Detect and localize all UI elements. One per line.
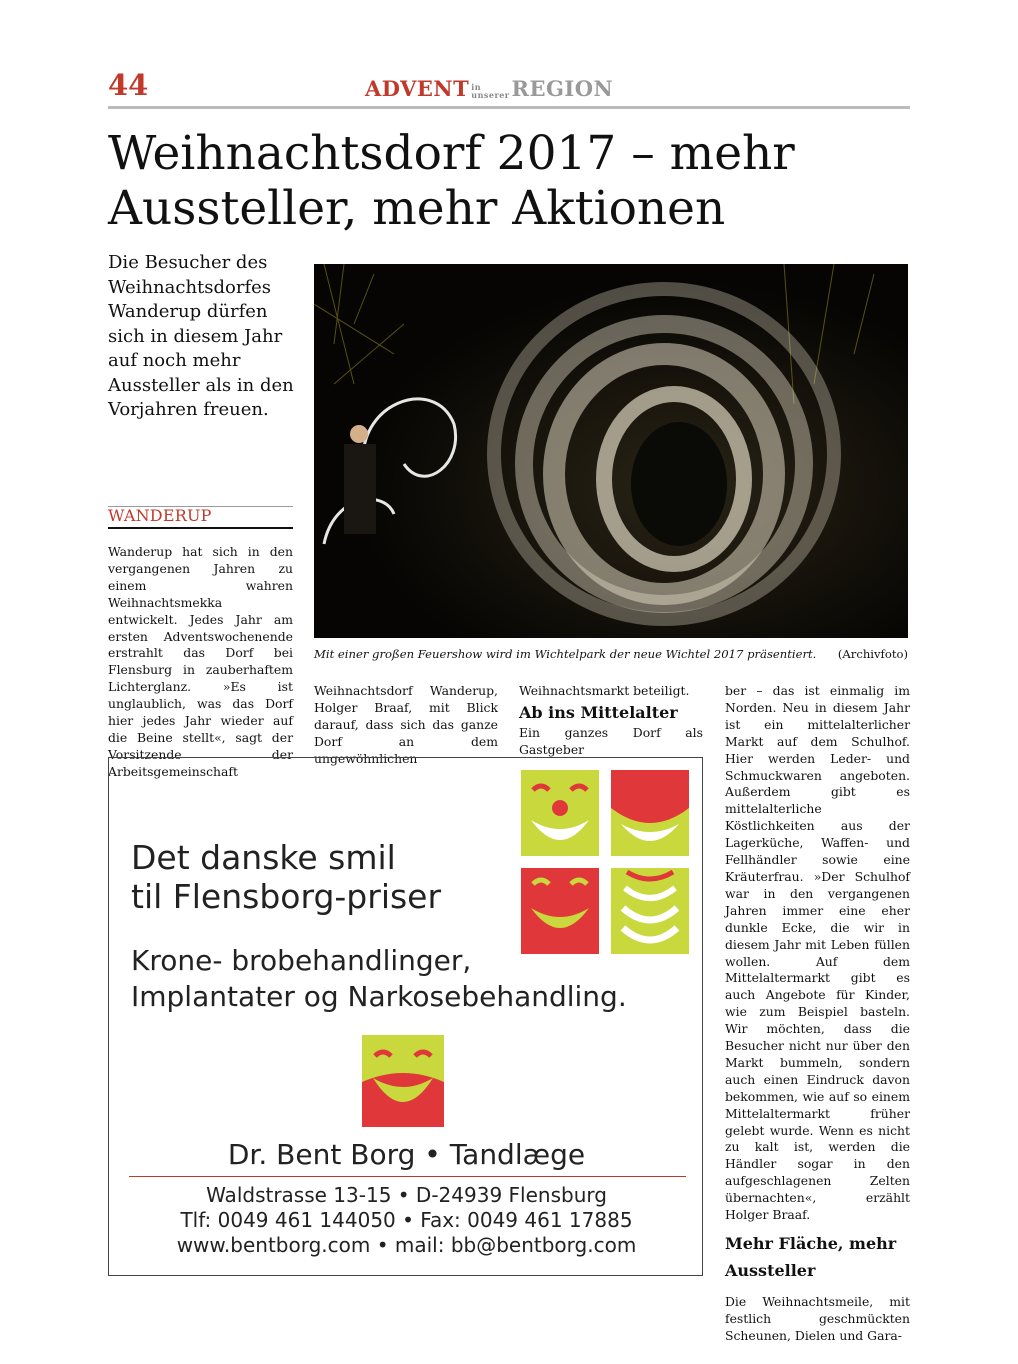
- smile-logo-grid: [519, 768, 691, 958]
- article-column-3: [519, 683, 703, 759]
- dentist-advertisement: [108, 757, 703, 1276]
- ad-services-line-1: Krone- brobehandlinger,: [131, 944, 472, 977]
- article-column-1: Wanderup hat sich in den vergangenen Jahren zu einem wahren Weihnachtsmekka entwickelt. Jedes Jahr am ersten Adventswochenende erstrahlt das Dorf bei Flensburg in zauberhaftem Lichterglanz. »Es ist unglaublich, was das Dorf hier jedes Jahr wieder auf die Beine stellt«, sagt der Vorsitzende der Arbeitsgemeinschaft: [108, 544, 293, 779]
- running-head-small-2: unserer: [471, 89, 510, 100]
- section-rule-bottom: [108, 527, 293, 529]
- page-number: 44: [108, 68, 149, 102]
- photo-credit: (Archivfoto): [837, 647, 908, 661]
- running-head-small: [471, 83, 509, 99]
- ad-headline-line-2: til Flensborg-priser: [131, 877, 442, 916]
- subhead-mehr-flaeche: Mehr Fläche, mehr Aussteller: [725, 1234, 897, 1280]
- running-head-region: REGION: [511, 76, 614, 101]
- ad-divider: [129, 1176, 686, 1177]
- ad-headline-line-1: Det danske smil: [131, 838, 396, 877]
- column-3-text-a: Weihnachtsmarkt beteiligt.: [519, 683, 690, 698]
- smile-logo: [361, 1034, 445, 1128]
- article-column-2: Weihnachtsdorf Wanderup, Holger Braaf, mit Blick darauf, dass sich das ganze Dorf an dem ungewöhnlichen: [314, 683, 498, 766]
- fire-show-illustration: [314, 264, 908, 638]
- ad-dentist-name: Dr. Bent Borg • Tandlæge: [227, 1138, 586, 1171]
- ad-services-line-2: Implantater og Narkosebehandling.: [131, 980, 627, 1013]
- ad-contact-info: [109, 1183, 704, 1258]
- section-label: WANDERUP: [108, 506, 212, 525]
- lead-paragraph: Die Besucher des Weihnachtsdorfes Wanderup dürfen sich in diesem Jahr auf noch mehr Aussteller als in den Vorjahren freuen.: [108, 252, 294, 420]
- subhead-mittelalter: Ab ins Mittelalter: [519, 702, 678, 722]
- column-4-text-b: Die Weihnachtsmeile, mit festlich geschmückten Scheunen, Dielen und Gara-: [725, 1294, 910, 1343]
- ad-address: Waldstrasse 13-15 • D-24939 Flensburg: [206, 1183, 607, 1207]
- article-column-4: [725, 683, 910, 1345]
- running-head-advent: ADVENT: [365, 76, 470, 101]
- fire-show-photo: [314, 264, 908, 638]
- header-rule: [108, 106, 910, 109]
- ad-headline: [131, 838, 441, 916]
- column-4-text-a: ber – das ist einmalig im Norden. Neu in diesem Jahr ist ein mittelalterlicher Markt auf dem Schulhof. Hier werden Leder- und Schmuckwaren angeboten. Außerdem gibt es mittelalterliche Köstlichkeiten aus der Lagerküche, Waffen- und Fellhändler sowie eine Kräuterfrau. »Der Schulhof war in den vergangenen Jahren immer eine eher dunkle Ecke, die wir in diesem Jahr mit Leben füllen wollen. Auf dem Mittelaltermarkt gibt es auch Angebote für Kinder, wie zum Beispiel basteln. Wir möchten, dass die Besucher nicht nur über den Markt bummeln, sondern auch einen Eindruck davon bekommen, wie auf so einem Mittelaltermarkt früher gelebt wurde. Wenn es nicht zu kalt ist, werden die Händler sogar in den aufgeschlagenen Zelten übernachten«, erzählt Holger Braaf.: [725, 683, 910, 1223]
- headline-line-1: Weihnachtsdorf 2017 – mehr: [108, 126, 795, 181]
- headline-line-2: Aussteller, mehr Aktionen: [108, 181, 726, 236]
- column-3-text-b: Ein ganzes Dorf als Gastgeber: [519, 724, 703, 757]
- headline: [108, 126, 908, 236]
- running-head-small-1: in: [471, 81, 482, 92]
- running-head: [365, 76, 613, 101]
- ad-phone: Tlf: 0049 461 144050 • Fax: 0049 461 17885: [180, 1208, 633, 1232]
- ad-web: www.bentborg.com • mail: bb@bentborg.com: [176, 1233, 637, 1257]
- caption-text: Mit einer großen Feuershow wird im Wichtelpark der neue Wichtel 2017 präsentiert.: [314, 647, 817, 661]
